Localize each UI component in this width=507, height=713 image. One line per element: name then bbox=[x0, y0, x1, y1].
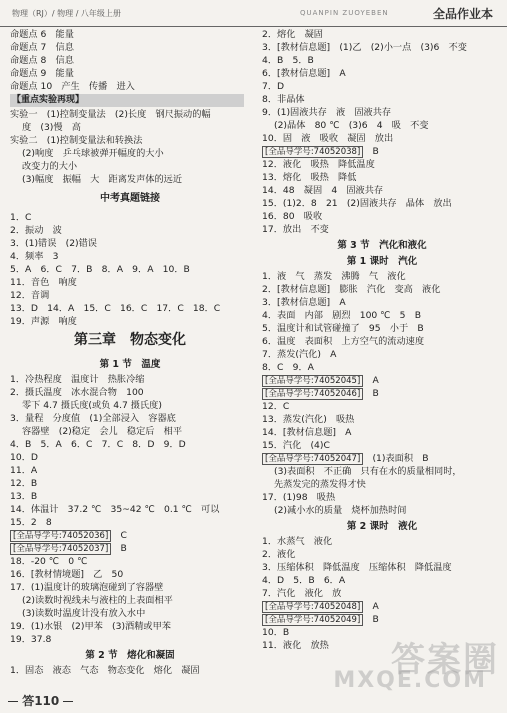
answer-box: [全品导学号:74052045] bbox=[262, 375, 363, 387]
answer-line: 12．C bbox=[262, 401, 290, 412]
chapter-title: 第三章 物态变化 bbox=[74, 332, 186, 348]
answer-box: [全品导学号:74052037] bbox=[10, 543, 111, 555]
subsection-title: 第 1 节 温度 bbox=[99, 359, 161, 370]
answer-line: 2．液化 bbox=[262, 549, 296, 560]
answer-line: 19．37.8 bbox=[10, 634, 52, 645]
answer-line bbox=[262, 374, 502, 387]
answer-line: 7．D bbox=[262, 81, 285, 92]
answer-line: 12．B bbox=[10, 478, 38, 489]
answer-box: [全品导学号:74052038] bbox=[262, 146, 363, 158]
answer-text: A bbox=[363, 375, 379, 386]
answer-line: 8．非晶体 bbox=[262, 94, 305, 105]
answer-line: 17．(1)温度计的玻璃泡碰到了容器壁 bbox=[10, 582, 164, 593]
answer-line: 19．声源 响度 bbox=[10, 316, 77, 327]
answer-line bbox=[262, 387, 502, 400]
answer-line: (2)晶体 80 ℃ (3)6 4 吸 不变 bbox=[274, 120, 429, 131]
watermark-url: MXQE.COM bbox=[333, 668, 487, 693]
watermark-logo: 答案圈 bbox=[391, 640, 499, 680]
answer-line: 1．冷热程度 温度计 热胀冷缩 bbox=[10, 374, 145, 385]
answer-line: 4．频率 3 bbox=[10, 251, 59, 262]
answer-line: 4．B 5．A 6．C 7．C 8．D 9．D bbox=[10, 439, 186, 450]
answer-text: B bbox=[363, 614, 379, 625]
answer-line: 17．放出 不变 bbox=[262, 224, 329, 235]
subsection-title: 第 3 节 汽化和液化 bbox=[337, 240, 427, 251]
answer-line bbox=[262, 452, 502, 465]
answer-line: (2)响度 乒乓球被弹开幅度的大小 bbox=[22, 148, 164, 159]
answer-line: 7．汽化 液化 放 bbox=[262, 588, 342, 599]
book-title: 全品作业本 bbox=[432, 7, 493, 21]
subsection-title: 第 2 课时 液化 bbox=[346, 521, 418, 532]
answer-line: 容器壁 (2)稳定 会儿 稳定后 相平 bbox=[22, 426, 183, 437]
answer-line: 3．[教材信息题] A bbox=[262, 297, 346, 308]
answer-box: [全品导学号:74052047] bbox=[262, 453, 363, 465]
answer-line: 6．温度 表面积 上方空气的流动速度 bbox=[262, 336, 425, 347]
answer-text: C bbox=[111, 530, 127, 541]
answer-line: 15．汽化 (4)C bbox=[262, 440, 330, 451]
answer-line: 14．体温计 37.2 ℃ 35~42 ℃ 0.1 ℃ 可以 bbox=[10, 504, 220, 515]
answer-line: 18．-20 ℃ 0 ℃ bbox=[10, 556, 88, 567]
answer-line: 3．(1)错误 (2)错误 bbox=[10, 238, 97, 249]
page-header bbox=[0, 0, 507, 27]
section-heading: 中考真题链接 bbox=[100, 193, 160, 204]
book-series-label: 物理（RJ）/ 物理 / 八年级上册 bbox=[12, 9, 121, 18]
answer-line: 3．[教材信息题] (1)乙 (2)小一点 (3)6 不变 bbox=[262, 42, 467, 53]
answer-line: 11．A bbox=[10, 465, 38, 476]
answer-line bbox=[262, 613, 502, 626]
answer-line: 6．[教材信息题] A bbox=[262, 68, 346, 79]
answer-line bbox=[10, 542, 250, 555]
answer-line: 14．[教材信息题] A bbox=[262, 427, 352, 438]
answer-column-left bbox=[10, 28, 250, 677]
answer-text: B bbox=[363, 146, 379, 157]
answer-line: (3)读数时温度计没有放入水中 bbox=[22, 608, 146, 619]
answer-line: 3．量程 分度值 (1)全部浸入 容器底 bbox=[10, 413, 176, 424]
answer-line: 5．温度计和试管碰撞了 95 小于 B bbox=[262, 323, 424, 334]
answer-line: 4．表面 内部 剧烈 100 ℃ 5 B bbox=[262, 310, 422, 321]
page-number bbox=[8, 692, 73, 709]
answer-line: 10．固 液 吸收 凝固 放出 bbox=[262, 133, 394, 144]
footer-dash bbox=[8, 701, 18, 702]
answer-line: 13．B bbox=[10, 491, 38, 502]
answer-line: 命题点 6 能量 bbox=[10, 29, 74, 40]
answer-line: 命题点 8 信息 bbox=[10, 55, 74, 66]
answer-line: 1．C bbox=[10, 212, 32, 223]
answer-text: A bbox=[363, 601, 379, 612]
answer-line: 3．压缩体积 降低温度 压缩体积 降低温度 bbox=[262, 562, 452, 573]
answer-line: 先蒸发完的蒸发得才快 bbox=[274, 479, 366, 490]
answer-text: (1)表面积 B bbox=[363, 453, 429, 464]
answer-line: 度 (3)慢 高 bbox=[22, 122, 81, 133]
answer-line: 19．(1)水银 (2)甲苯 (3)酒精或甲苯 bbox=[10, 621, 171, 632]
answer-line: 5．A 6．C 7．B 8．A 9．A 10．B bbox=[10, 264, 190, 275]
answer-line: 12．音调 bbox=[10, 290, 50, 301]
answer-line: 2．振动 波 bbox=[10, 225, 62, 236]
answer-line: 命题点 9 能量 bbox=[10, 68, 74, 79]
answer-line: 1．液 气 蒸发 沸腾 气 液化 bbox=[262, 271, 406, 282]
answer-line: 11．液化 放热 bbox=[262, 640, 329, 651]
answer-line bbox=[262, 600, 502, 613]
answer-line: 13．D 14．A 15．C 16．C 17．C 18．C bbox=[10, 303, 221, 314]
answer-line: 1．水蒸气 液化 bbox=[262, 536, 333, 547]
answer-line: 9．(1)固液共存 液 固液共存 bbox=[262, 107, 392, 118]
answer-line: 15．2 8 bbox=[10, 517, 52, 528]
answer-line: 13．熔化 吸热 降低 bbox=[262, 172, 357, 183]
answer-text: B bbox=[363, 388, 379, 399]
subsection-title: 第 1 课时 汽化 bbox=[346, 256, 418, 267]
answer-line: 命题点 10 产生 传播 进入 bbox=[10, 81, 135, 92]
answer-column-right bbox=[262, 28, 502, 652]
header-pinyin: QUANPIN ZUOYEBEN bbox=[300, 9, 389, 17]
answer-line: 17．(1)98 吸热 bbox=[262, 492, 336, 503]
answer-line: 7．蒸发(汽化) A bbox=[262, 349, 337, 360]
section-label: 【重点实验再现】 bbox=[10, 94, 244, 107]
answer-line bbox=[10, 529, 250, 542]
subsection-title: 第 2 节 熔化和凝固 bbox=[85, 650, 175, 661]
answer-line bbox=[262, 145, 502, 158]
answer-line: 实验二 (1)控制变量法和转换法 bbox=[10, 135, 143, 146]
answer-box: [全品导学号:74052048] bbox=[262, 601, 363, 613]
answer-line: (2)读数时视线未与液柱的上表面相平 bbox=[22, 595, 173, 606]
answer-line: 4．B 5．B bbox=[262, 55, 314, 66]
answer-line: 16．80 吸收 bbox=[262, 211, 323, 222]
answer-line: 8．C 9．A bbox=[262, 362, 314, 373]
answer-text: B bbox=[111, 543, 127, 554]
answer-line: (2)减小水的质量 烧杯加热时间 bbox=[274, 505, 407, 516]
page-number-text: 答110 bbox=[22, 694, 60, 708]
answer-box: [全品导学号:74052036] bbox=[10, 530, 111, 542]
answer-line: 改变力的大小 bbox=[22, 161, 78, 172]
answer-line: 14．48 凝固 4 固液共存 bbox=[262, 185, 384, 196]
answer-line: 2．熔化 凝固 bbox=[262, 29, 323, 40]
answer-box: [全品导学号:74052046] bbox=[262, 388, 363, 400]
answer-line: 2．摄氏温度 冰水混合物 100 bbox=[10, 387, 144, 398]
answer-line: 13．蒸发(汽化) 吸热 bbox=[262, 414, 355, 425]
answer-line: 15．(1)2．8 21 (2)固液共存 晶体 放出 bbox=[262, 198, 452, 209]
answer-line: 2．[教材信息题] 膨胀 汽化 变高 液化 bbox=[262, 284, 441, 295]
answer-line: 12．液化 吸热 降低温度 bbox=[262, 159, 375, 170]
answer-line: 命题点 7 信息 bbox=[10, 42, 74, 53]
answer-box: [全品导学号:74052049] bbox=[262, 614, 363, 626]
answer-line: 实验一 (1)控制变量法 (2)长度 钢尺振动的幅 bbox=[10, 109, 211, 120]
answer-line: 4．D 5．B 6．A bbox=[262, 575, 346, 586]
answer-line: 1．固态 液态 气态 物态变化 熔化 凝固 bbox=[10, 665, 200, 676]
answer-line: (3)表面积 不正确 只有在水的质量相同时， bbox=[274, 466, 462, 477]
answer-line: 10．B bbox=[262, 627, 290, 638]
answer-line: (3)幅度 振幅 大 距离发声体的远近 bbox=[22, 174, 183, 185]
answer-line: 10．D bbox=[10, 452, 38, 463]
footer-dash bbox=[63, 701, 73, 702]
answer-line: 零下 4.7 摄氏度(或负 4.7 摄氏度) bbox=[22, 400, 162, 411]
answer-line: 16．[教材情境题] 乙 50 bbox=[10, 569, 124, 580]
answer-line: 11．音色 响度 bbox=[10, 277, 77, 288]
